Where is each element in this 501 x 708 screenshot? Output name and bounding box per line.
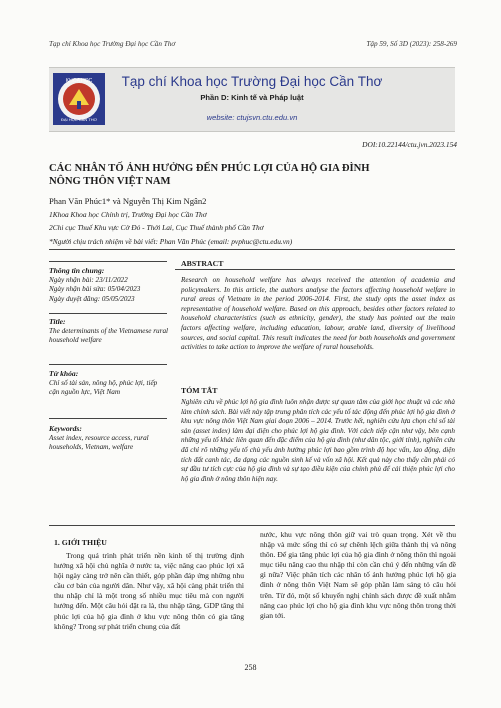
body-column-right: nước, khu vực nông thôn giữ vai trò quan trọng. Xét về thu nhập và mức sống thì có sự chênh lệch giữa thành thị và nông thôn. Để gia tăng phúc lợi của hộ gia đình ở nông thôn thì ngoài mục tiêu nâng cao thu nhập thì còn cần chú ý đến những vấn đề gì nữa? Việc phân tích các nhân tố ảnh hưởng phúc lợi hộ gia đình ở nông thôn Việt Nam sẽ góp phần làm sáng tỏ câu hỏi trên. Từ đó, một số khuyến nghị chính sách được đề xuất nhằm nâng cao phúc lợi cho hộ gia đình khu vực nông thôn trong thời gian tới. (260, 530, 456, 620)
divider (49, 418, 167, 419)
title-line-1: CÁC NHÂN TỐ ẢNH HƯỞNG ĐẾN PHÚC LỢI CỦA HỘ GIA ĐÌNH (49, 163, 370, 174)
doi[interactable]: DOI:10.22144/ctu.jvn.2023.154 (362, 140, 457, 149)
page-number: 258 (244, 663, 257, 672)
logo-bottom-text: ĐẠI HỌC CẦN THƠ (60, 117, 98, 122)
divider (49, 313, 167, 314)
banner-website[interactable]: website: ctujsvn.ctu.edu.vn (206, 113, 298, 122)
tomtat-heading: TÓM TẮT (181, 386, 218, 395)
banner-subtitle: Phần D: Kinh tế và Pháp luật (200, 93, 304, 102)
abstract-text: Research on household welfare has always received the attention of academia and policymakers. In this article, the authors analyse the factors affecting household welfare in rural areas of Vietnam in the period 2006-2014. First, the study opts the asset index as representative of household welfare. Based on this approach, besides other factors related to household characteristics (such as ethnicity, gender), the study has pointed out the main factors affecting welfare, including education, labour, arable land, diversity of livelihood sources, and social capital. This result indicates the need for both households and government activities to take action to improve the welfare of rural households. (181, 276, 455, 352)
corresponding-author: *Người chịu trách nhiệm về bài viết: Phan Văn Phúc (email: pvphuc@ctu.edu.vn) (49, 237, 293, 246)
divider (175, 269, 455, 270)
section-heading: 1. GIỚI THIỆU (54, 538, 107, 547)
keywords-en-block (49, 424, 169, 453)
keywords-vi: Chỉ số tài sản, nông hộ, phúc lợi, tiếp cận nguồn lực, Việt Nam (49, 378, 158, 397)
article-title (49, 162, 389, 188)
tomtat-text: Nghiên cứu về phúc lợi hộ gia đình luôn nhận được sự quan tâm của giới học thuật và các nhà làm chính sách. Bài viết này tập trung phân tích các yếu tố tác động đến phúc lợi hộ gia đình ở khu vực nông thôn Việt Nam giai đoạn 2006 – 2014. Trước hết, nghiên cứu lựa chọn chỉ số tài sản (asset index) làm đại diện cho phúc lợi hộ gia đình. Với cách tiếp cận như vậy, bên cạnh những yếu tố khác liên quan đến đặc điểm của hộ gia đình (như dân tộc, giới tính), nghiên cứu đã chỉ rõ những yếu tố chủ yếu ảnh hưởng phúc lợi bao gồm trình độ học vấn, lao động, diện tích đất canh tác, đa dạng các nguồn sinh kế và vốn xã hội. Kết quả này cho thấy cần phải có sự đầu tư tích cực của hộ gia đình và sự tạo điều kiện của chính phủ để cải thiện phúc lợi cho hộ gia đình ở nông thôn hiện nay. (181, 398, 455, 483)
info-heading: Thông tin chung: (49, 266, 105, 275)
english-title: The determinants of the Vietnamese rural household welfare (49, 326, 169, 345)
english-title-block (49, 317, 169, 346)
divider (49, 525, 455, 526)
affiliation-2: 2Chi cục Thuế Khu vực Cờ Đỏ - Thới Lai, Cục Thuế thành phố Cần Thơ (49, 223, 264, 232)
revised-date: Ngày nhận bài sửa: 05/04/2023 (49, 285, 141, 294)
english-title-heading: Title: (49, 317, 66, 326)
running-header-volume: Tập 59, Số 3D (2023): 258-269 (366, 40, 457, 48)
journal-banner (49, 67, 455, 132)
article-info (49, 266, 169, 304)
banner-title: Tạp chí Khoa học Trường Đại học Cần Thơ (121, 74, 383, 89)
keywords-en: Asset index, resource access, rural households, Vietnam, welfare (49, 433, 149, 452)
divider (49, 261, 167, 262)
authors: Phan Văn Phúc1* và Nguyễn Thị Kim Ngân2 (49, 196, 207, 206)
running-header-journal: Tạp chí Khoa học Trường Đại học Cần Thơ (49, 40, 176, 48)
received-date: Ngày nhận bài: 23/11/2022 (49, 275, 128, 284)
keywords-en-heading: Keywords: (49, 424, 82, 433)
divider (49, 364, 167, 365)
keywords-vi-heading: Từ khóa: (49, 369, 79, 378)
accepted-date: Ngày duyệt đăng: 05/05/2023 (49, 294, 135, 303)
body-column-left: Trong quá trình phát triển nền kinh tế thị trường định hướng xã hội chủ nghĩa ở nước ta, việc nâng cao phúc lợi xã hội ngày càng trở nên cần thiết, góp phần đáp ứng những nhu cầu cơ bản của người dân. Như vậy, xã hội càng phát triển thì thu nhập chỉ là một trong số nhiều mục tiêu mà con người hướng đến. Một câu hỏi đặt ra là, thu nhập tăng, GDP tăng thì phúc lợi của hộ gia đình ở khu vực nông thôn có gia tăng không? Trong sự phát triển chung của đất (54, 551, 244, 631)
logo-top-text: KHOA HỌC (65, 78, 93, 84)
divider (49, 249, 455, 250)
keywords-vi-block (49, 369, 169, 398)
affiliation-1: 1Khoa Khoa học Chính trị, Trường Đại học Cần Thơ (49, 210, 207, 219)
title-line-2: NÔNG THÔN VIỆT NAM (49, 176, 171, 187)
abstract-heading: ABSTRACT (181, 259, 224, 268)
